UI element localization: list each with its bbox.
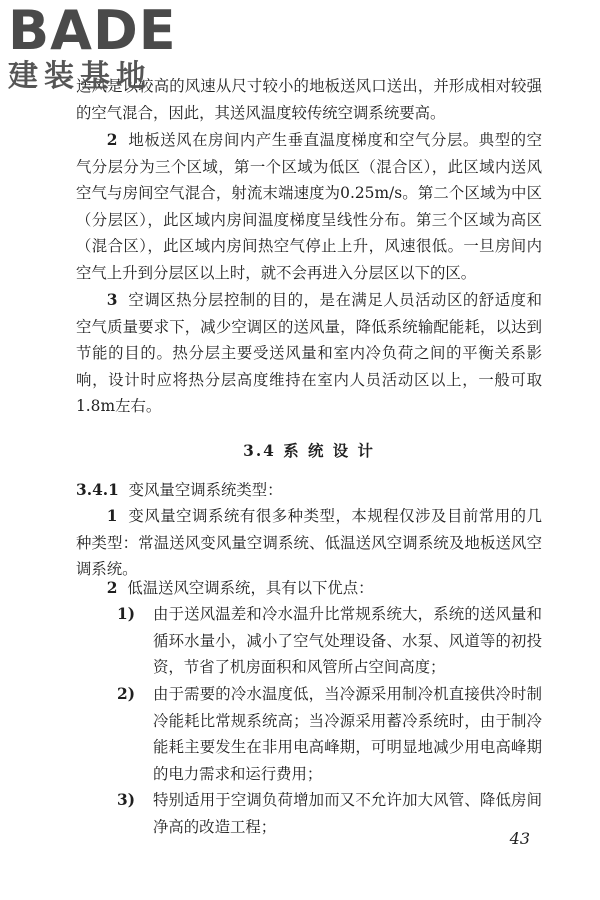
paragraph-2 [76,127,542,286]
list-text: 由于送风温差和冷水温升比常规系统大，系统的送风量和循环水量小，减小了空气处理设备、水泵、风道等的初投资，节省了机房面积和风管所占空间高度； [153,605,542,676]
clause-number: 3.4.1 [76,481,119,499]
paragraph-2-text: 地板送风在房间内产生垂直温度梯度和空气分层。典型的空气分层分为三个区域，第一个区域为低区（混合区），此区域内送风空气与房间空气混合，射流末端速度为0.25m/s。第二个区域为中区（分层区），此区域内房间温度梯度呈线性分布。第三个区域为高区（混合区），此区域内房间热空气停止上升，风速很低。一旦房间内空气上升到分层区以上时，就不会再进入分层区以下的区。 [76,131,542,282]
clause-item-1-number: 1 [106,507,118,525]
clause-title [76,477,542,504]
paragraph-continuation: 送风是以较高的风速从尺寸较小的地板送风口送出，并形成相对较强的空气混合，因此，其送风温度较传统空调系统要高。 [76,77,542,122]
list-marker: 1) [117,605,135,623]
clause-item-2-text: 低温送风空调系统，具有以下优点： [127,579,374,597]
page-number: 43 [509,829,530,848]
list-item [117,787,542,840]
clause-title-text: 变风量空调系统类型： [128,481,283,499]
clause-item-1 [76,503,542,583]
list-marker: 3) [117,791,135,809]
section-heading: 3.4 系 统 设 计 [243,442,375,460]
list-item [117,601,542,681]
clause-item-2 [76,575,542,602]
logo-cn: 建装基地 [8,59,152,94]
list-item [117,681,542,787]
paragraph-3-text: 空调区热分层控制的目的，是在满足人员活动区的舒适度和空气质量要求下，减少空调区的送风量，降低系统输配能耗，以达到节能的目的。热分层主要受送风量和室内冷负荷之间的平衡关系影响，设计时应将热分层高度维持在室内人员活动区以上，一般可取1.8m左右。 [76,291,542,415]
clause-item-2-number: 2 [106,579,118,597]
paragraph-2-number: 2 [106,131,118,149]
paragraph-3-number: 3 [106,291,118,309]
list-text: 由于需要的冷水温度低，当冷源采用制冷机直接供冷时制冷能耗比常规系统高；当冷源采用蓄冷系统时，由于制冷能耗主要发生在非用电高峰期，可明显地减少用电高峰期的电力需求和运行费用； [153,685,542,783]
paragraph-3 [76,287,542,420]
logo [8,0,177,94]
logo-mark: BADE [8,0,177,62]
list-marker: 2) [117,685,135,703]
clause-item-1-text: 变风量空调系统有很多种类型，本规程仅涉及目前常用的几种类型：常温送风变风量空调系统、低温送风空调系统及地板送风空调系统。 [76,507,542,578]
list-text: 特别适用于空调负荷增加而又不允许加大风管、降低房间净高的改造工程； [153,791,542,836]
